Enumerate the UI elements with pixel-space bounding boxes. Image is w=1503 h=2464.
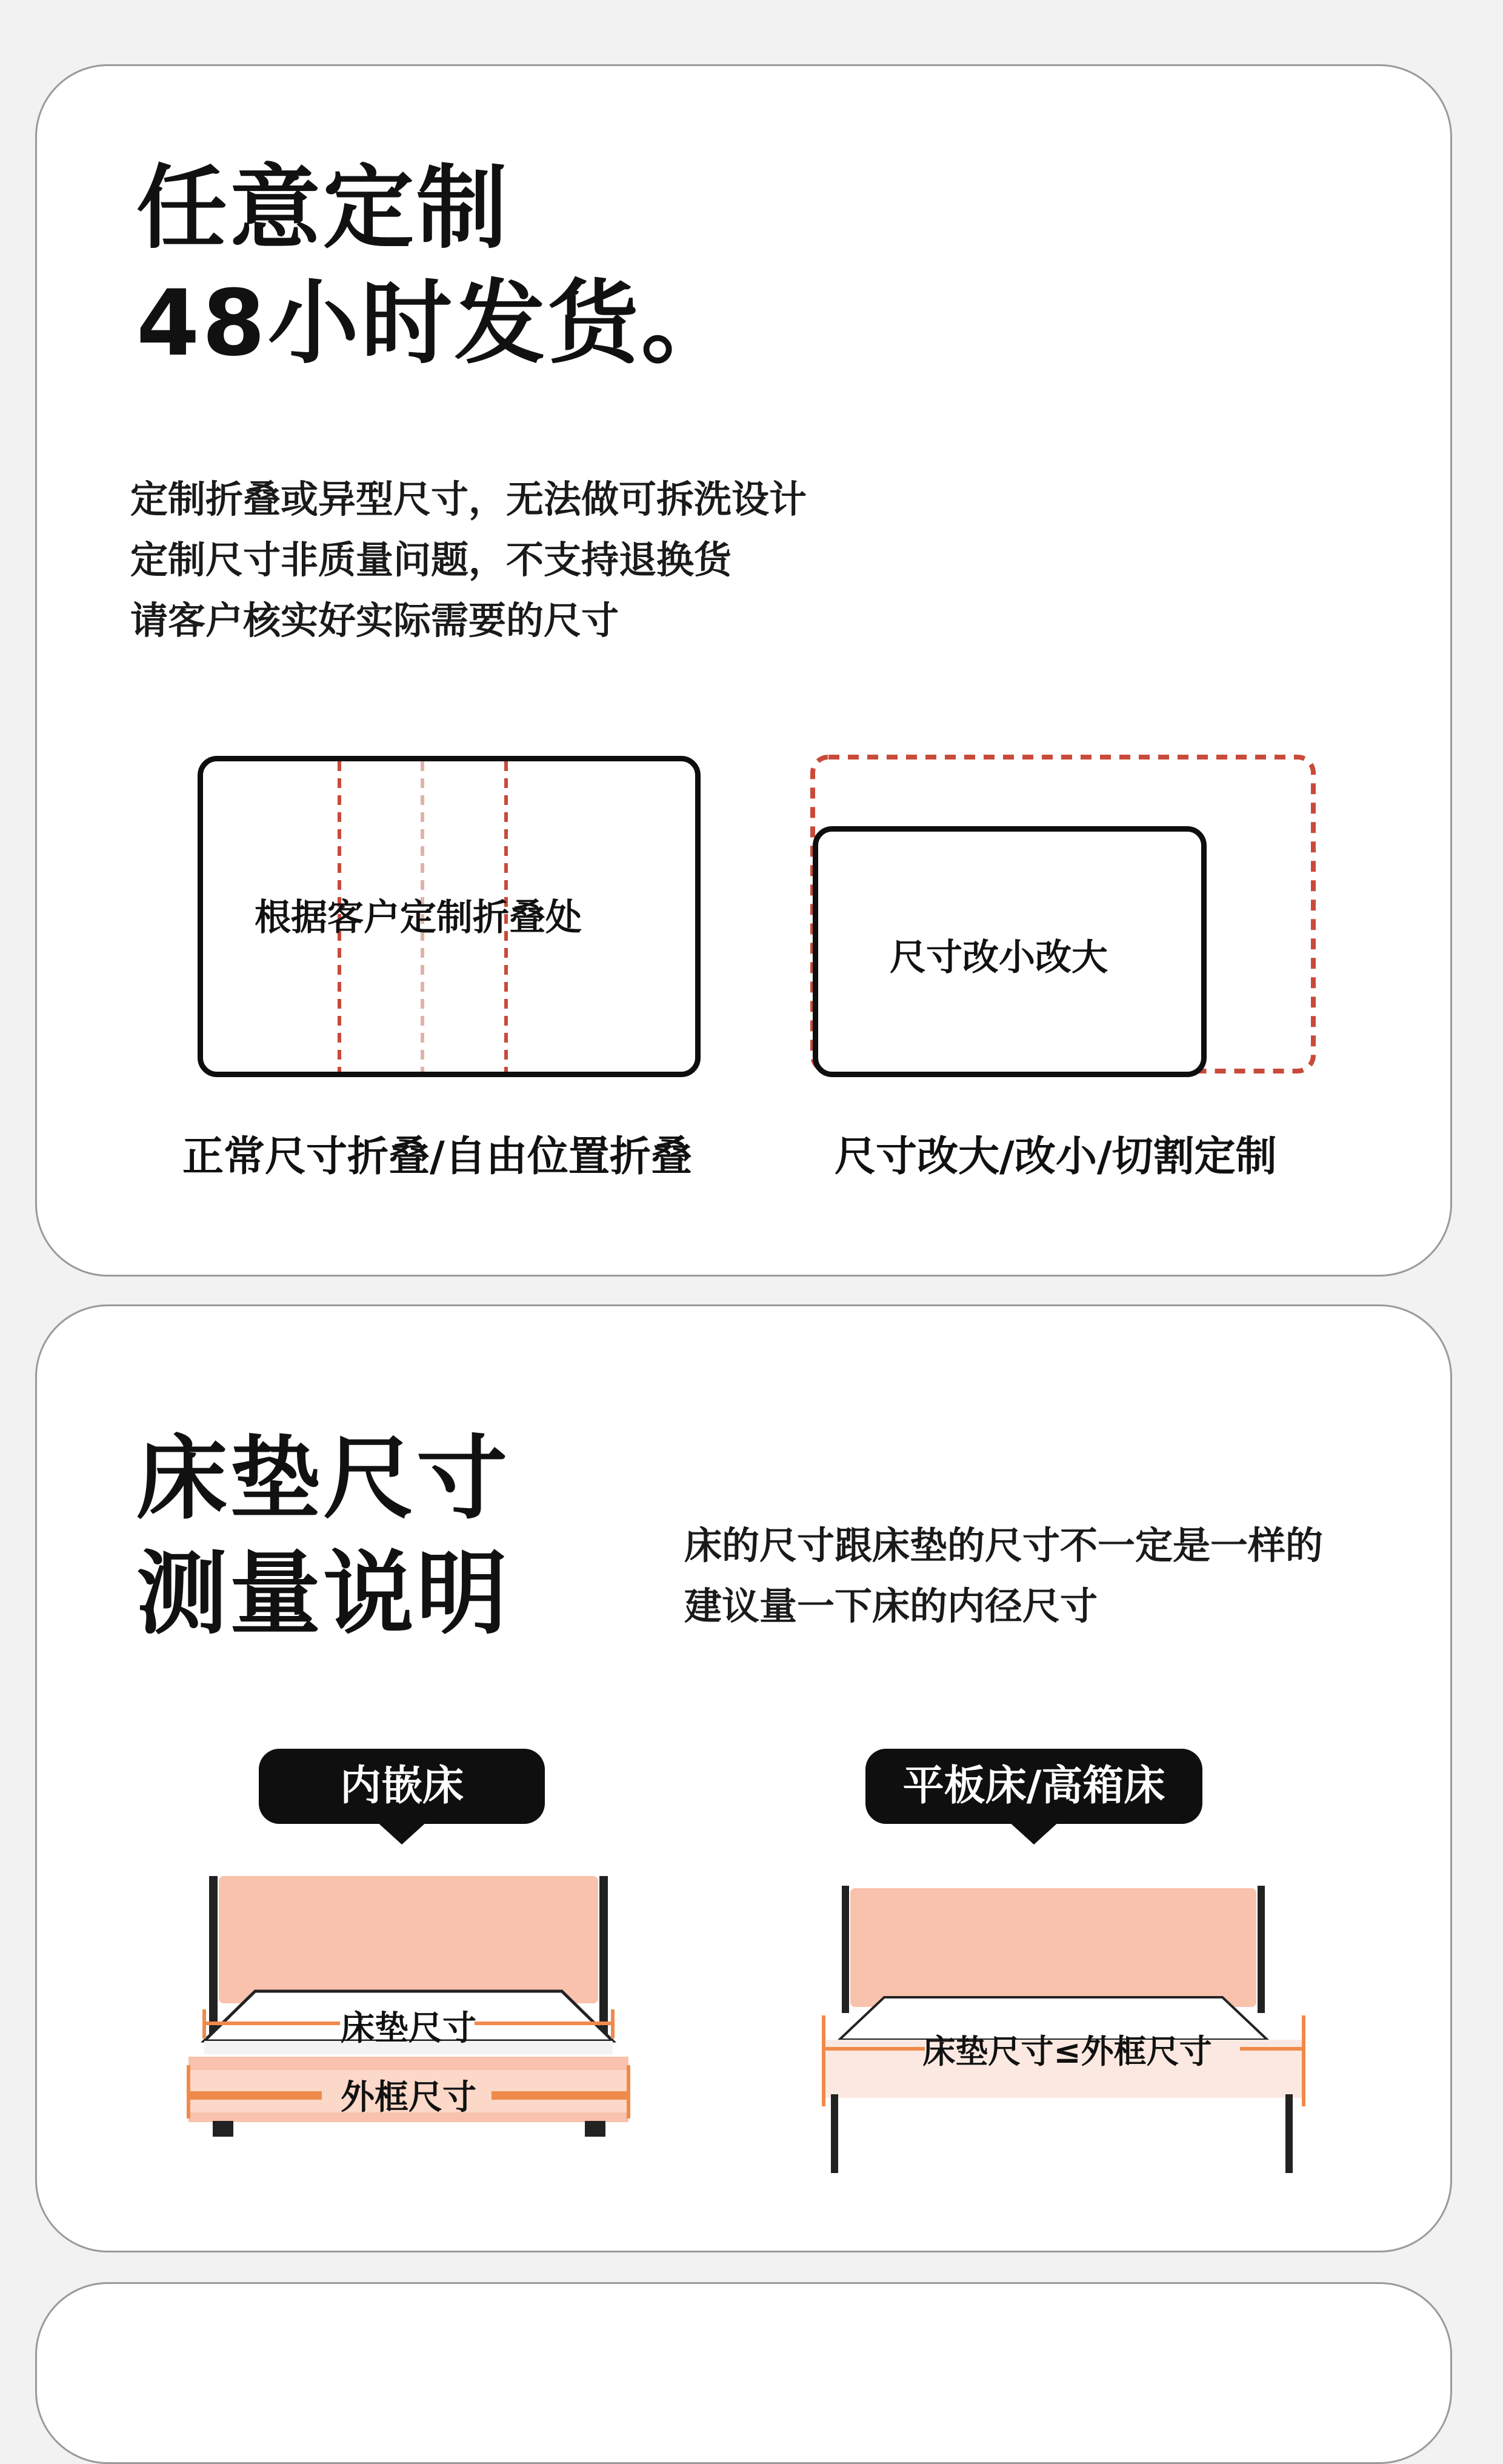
resize-diagram-box bbox=[813, 826, 1207, 1077]
measure-title-line-2: 测量说明 bbox=[136, 1541, 510, 1647]
note-line: 床的尺寸跟床垫的尺寸不一定是一样的 bbox=[684, 1523, 1324, 1568]
tag-inset-bed-label: 内嵌床 bbox=[339, 1762, 464, 1810]
inset-bed-illustration bbox=[164, 1864, 685, 2179]
measure-notes bbox=[684, 1515, 1323, 1637]
tag-platform-bed-label: 平板床/高箱床 bbox=[902, 1762, 1165, 1810]
note-line: 定制折叠或异型尺寸，无法做可拆洗设计 bbox=[130, 477, 807, 521]
note-line: 建议量一下床的内径尺寸 bbox=[684, 1584, 1098, 1628]
resize-box-label: 尺寸改小改大 bbox=[890, 937, 1108, 979]
tag-platform-bed bbox=[865, 1749, 1202, 1824]
title-line-1: 任意定制 bbox=[136, 156, 510, 261]
next-card bbox=[35, 2282, 1452, 2464]
platform-size-label: 床垫尺寸≤外框尺寸 bbox=[922, 2032, 1212, 2071]
custom-notes bbox=[130, 469, 807, 651]
measure-title-line-1: 床垫尺寸 bbox=[136, 1426, 510, 1532]
inset-frame-label: 外框尺寸 bbox=[341, 2078, 476, 2117]
tag-inset-bed bbox=[259, 1749, 545, 1824]
note-line: 请客户核实好实际需要的尺寸 bbox=[130, 598, 619, 643]
platform-bed-illustration bbox=[795, 1864, 1328, 2179]
title-line-2: 48小时发货。 bbox=[136, 271, 735, 376]
resize-caption: 尺寸改大/改小/切割定制 bbox=[835, 1133, 1277, 1181]
fold-diagram-box bbox=[198, 756, 701, 1077]
fold-box-label: 根据客户定制折叠处 bbox=[255, 896, 582, 939]
fold-caption: 正常尺寸折叠/自由位置折叠 bbox=[182, 1133, 692, 1181]
note-line: 定制尺寸非质量问题，不支持退换货 bbox=[130, 538, 732, 582]
customization-card bbox=[35, 64, 1452, 1277]
inset-mattress-label: 床垫尺寸 bbox=[341, 2009, 476, 2048]
mattress-measure-card bbox=[35, 1304, 1452, 2252]
